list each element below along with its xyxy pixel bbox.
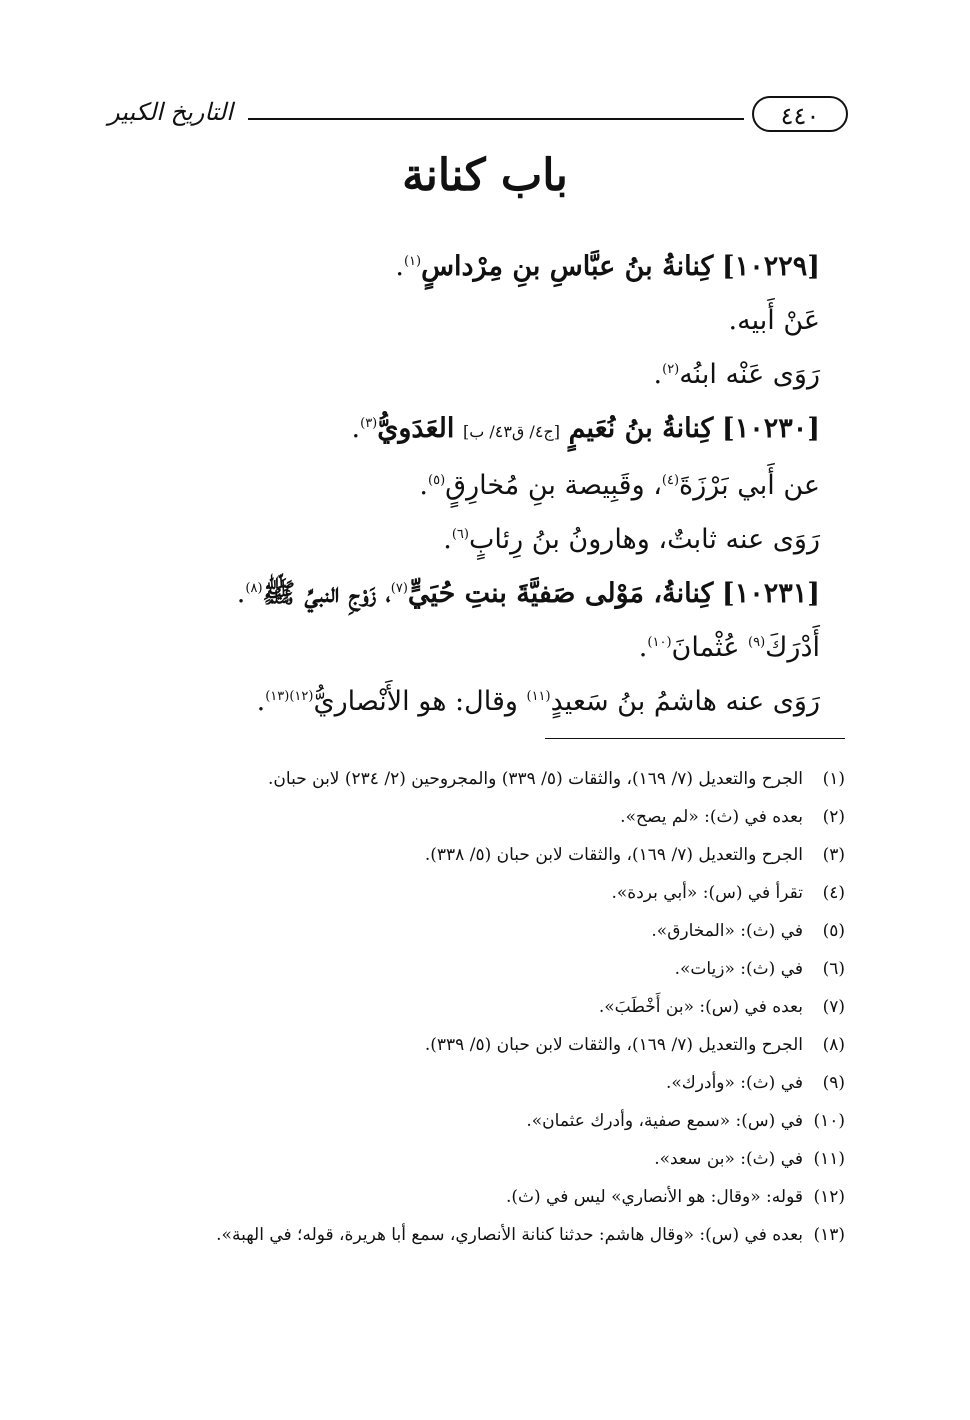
header-rule <box>248 118 744 120</box>
footnote-number: (٢) <box>822 807 845 827</box>
manuscript-ref: [ج٤/ ق٤٣/ ب] <box>462 422 560 441</box>
footnote-marker: (٦) <box>451 527 469 542</box>
entry-number: [١٠٢٢٩] <box>721 251 820 282</box>
footnote-text: الجرح والتعديل (٧/ ١٦٩)، والثقات لابن حبان (٥/ ٣٣٩). <box>424 1035 803 1055</box>
entry-text: ، وقَبِيصة بنِ مُخارِقٍ <box>445 470 662 501</box>
entry-text: رَوَى عنه هاشمُ بنُ سَعيدٍ <box>550 686 820 717</box>
entry-end: . <box>443 524 452 555</box>
footnote-marker: (٧) <box>390 581 408 596</box>
entries-body <box>100 240 820 729</box>
footnote-line <box>115 950 845 988</box>
footnote-line <box>115 1026 845 1064</box>
footnote-number: (٨) <box>822 1035 845 1055</box>
entry-heading-10230 <box>100 402 820 459</box>
footnote-marker: (٣) <box>360 416 378 431</box>
entry-text: أَدْرَكَ <box>765 632 820 663</box>
entry-name: كِنانةُ، مَوْلى صَفيَّةَ بنتِ حُيَيٍّ <box>407 578 714 609</box>
footnote-text: تقرأ في (س): «أبي بردة». <box>611 883 803 903</box>
footnote-number: (٥) <box>822 921 845 941</box>
footnote-text: في (ث): «وأدرك». <box>665 1073 803 1093</box>
footnote-line <box>115 988 845 1026</box>
entry-name: كِنانةُ بنُ عبَّاسِ بنِ مِرْداسٍ <box>421 251 714 282</box>
footnote-text: قوله: «وقال: هو الأنصاري» ليس في (ث). <box>505 1187 803 1207</box>
footnote-text: بعده في (ث): «لم يصح». <box>620 807 803 827</box>
entry-text-line <box>100 348 820 402</box>
page-number: ٤٤٠ <box>752 96 848 132</box>
entry-end: . <box>395 251 404 282</box>
footnote-number: (٤) <box>822 883 845 903</box>
page-header <box>108 96 848 136</box>
footnote-line <box>115 836 845 874</box>
footnote-text: في (ث): «زيات». <box>674 959 803 979</box>
footnote-number: (٦) <box>822 959 845 979</box>
footnote-marker: (١) <box>403 254 422 269</box>
footnote-line <box>115 1178 845 1216</box>
footnote-number: (١١) <box>813 1149 845 1169</box>
entry-text: عن أَبي بَرْزَةَ <box>679 470 820 501</box>
entry-text: عُثْمانَ <box>671 632 749 663</box>
footnote-marker: (٩) <box>748 635 766 650</box>
footnote-marker: (٤) <box>661 473 680 488</box>
entry-end: . <box>638 632 648 663</box>
footnote-marker: (٨) <box>245 581 263 596</box>
footnote-marker: (٢) <box>662 362 680 377</box>
footnote-line <box>115 798 845 836</box>
entry-number: [١٠٢٣٠] <box>721 413 820 444</box>
footnote-line <box>115 912 845 950</box>
entry-heading-10229 <box>100 240 820 294</box>
footnote-number: (١) <box>822 769 845 789</box>
entry-number: [١٠٢٣١] <box>721 578 820 609</box>
footnote-number: (١٣) <box>813 1225 845 1245</box>
entry-text-line <box>100 294 820 348</box>
footnote-number: (٧) <box>822 997 845 1017</box>
footnote-line <box>115 1102 845 1140</box>
entry-text-line <box>100 675 820 729</box>
entry-end: . <box>653 359 663 390</box>
footnote-line <box>115 1140 845 1178</box>
footnote-number: (٩) <box>822 1073 845 1093</box>
footnote-marker: (١٠) <box>647 635 672 650</box>
footnote-text: الجرح والتعديل (٧/ ١٦٩)، والثقات (٥/ ٣٣٩) والمجروحين (٢/ ٢٣٤) لابن حبان. <box>268 769 803 789</box>
entry-text: ، زَوْجِ النبيِّ ﷺ <box>262 578 391 609</box>
footnote-marker: (١٢)(١٣) <box>265 689 314 704</box>
entry-text: رَوَى عنه ثابتٌ، وهارونُ بنُ رِئابٍ <box>468 524 820 555</box>
footnote-text: بعده في (س): «بن أَخْطَبَ». <box>598 997 803 1017</box>
footnote-number: (١٢) <box>813 1187 845 1207</box>
footnote-line <box>115 760 845 798</box>
footnote-line <box>115 874 845 912</box>
entry-text: وقال: هو الأَنْصاريُّ <box>313 686 527 717</box>
entry-heading-10231 <box>100 567 820 621</box>
entry-text-line <box>100 621 820 675</box>
footnote-separator <box>545 738 845 739</box>
entry-end: . <box>236 578 246 609</box>
footnote-line <box>115 1216 845 1254</box>
chapter-title: باب كنانة <box>402 150 568 201</box>
footnote-text: الجرح والتعديل (٧/ ١٦٩)، والثقات لابن حبان (٥/ ٣٣٨). <box>424 845 803 865</box>
footnotes <box>115 760 845 1254</box>
entry-end: . <box>256 686 266 717</box>
entry-end: . <box>351 413 361 444</box>
entry-text: عَنْ أَبيه. <box>728 305 820 336</box>
footnote-line <box>115 1064 845 1102</box>
entry-name: كِنانةُ بنُ نُعَيمٍ <box>568 413 714 444</box>
footnote-number: (١٠) <box>813 1111 845 1131</box>
footnote-text: بعده في (س): «وقال هاشم: حدثنا كنانة الأنصاري، سمع أبا هريرة، قوله؛ في الهبة». <box>216 1225 803 1245</box>
footnote-text: في (س): «سمع صفية، وأدرك عثمان». <box>526 1111 803 1131</box>
footnote-text: في (ث): «المخارق». <box>651 921 803 941</box>
entry-text-line <box>100 459 820 513</box>
entry-end: . <box>419 470 428 501</box>
entry-text: رَوَى عَنْه ابنُه <box>679 359 820 390</box>
footnote-number: (٣) <box>822 845 845 865</box>
footnote-text: في (ث): «بن سعد». <box>654 1149 803 1169</box>
entry-text-line <box>100 513 820 567</box>
entry-nisba: العَدَويُّ <box>377 413 455 444</box>
footnote-marker: (٥) <box>428 473 446 488</box>
footnote-marker: (١١) <box>526 689 551 704</box>
book-title: التاريخ الكبير <box>108 98 233 126</box>
